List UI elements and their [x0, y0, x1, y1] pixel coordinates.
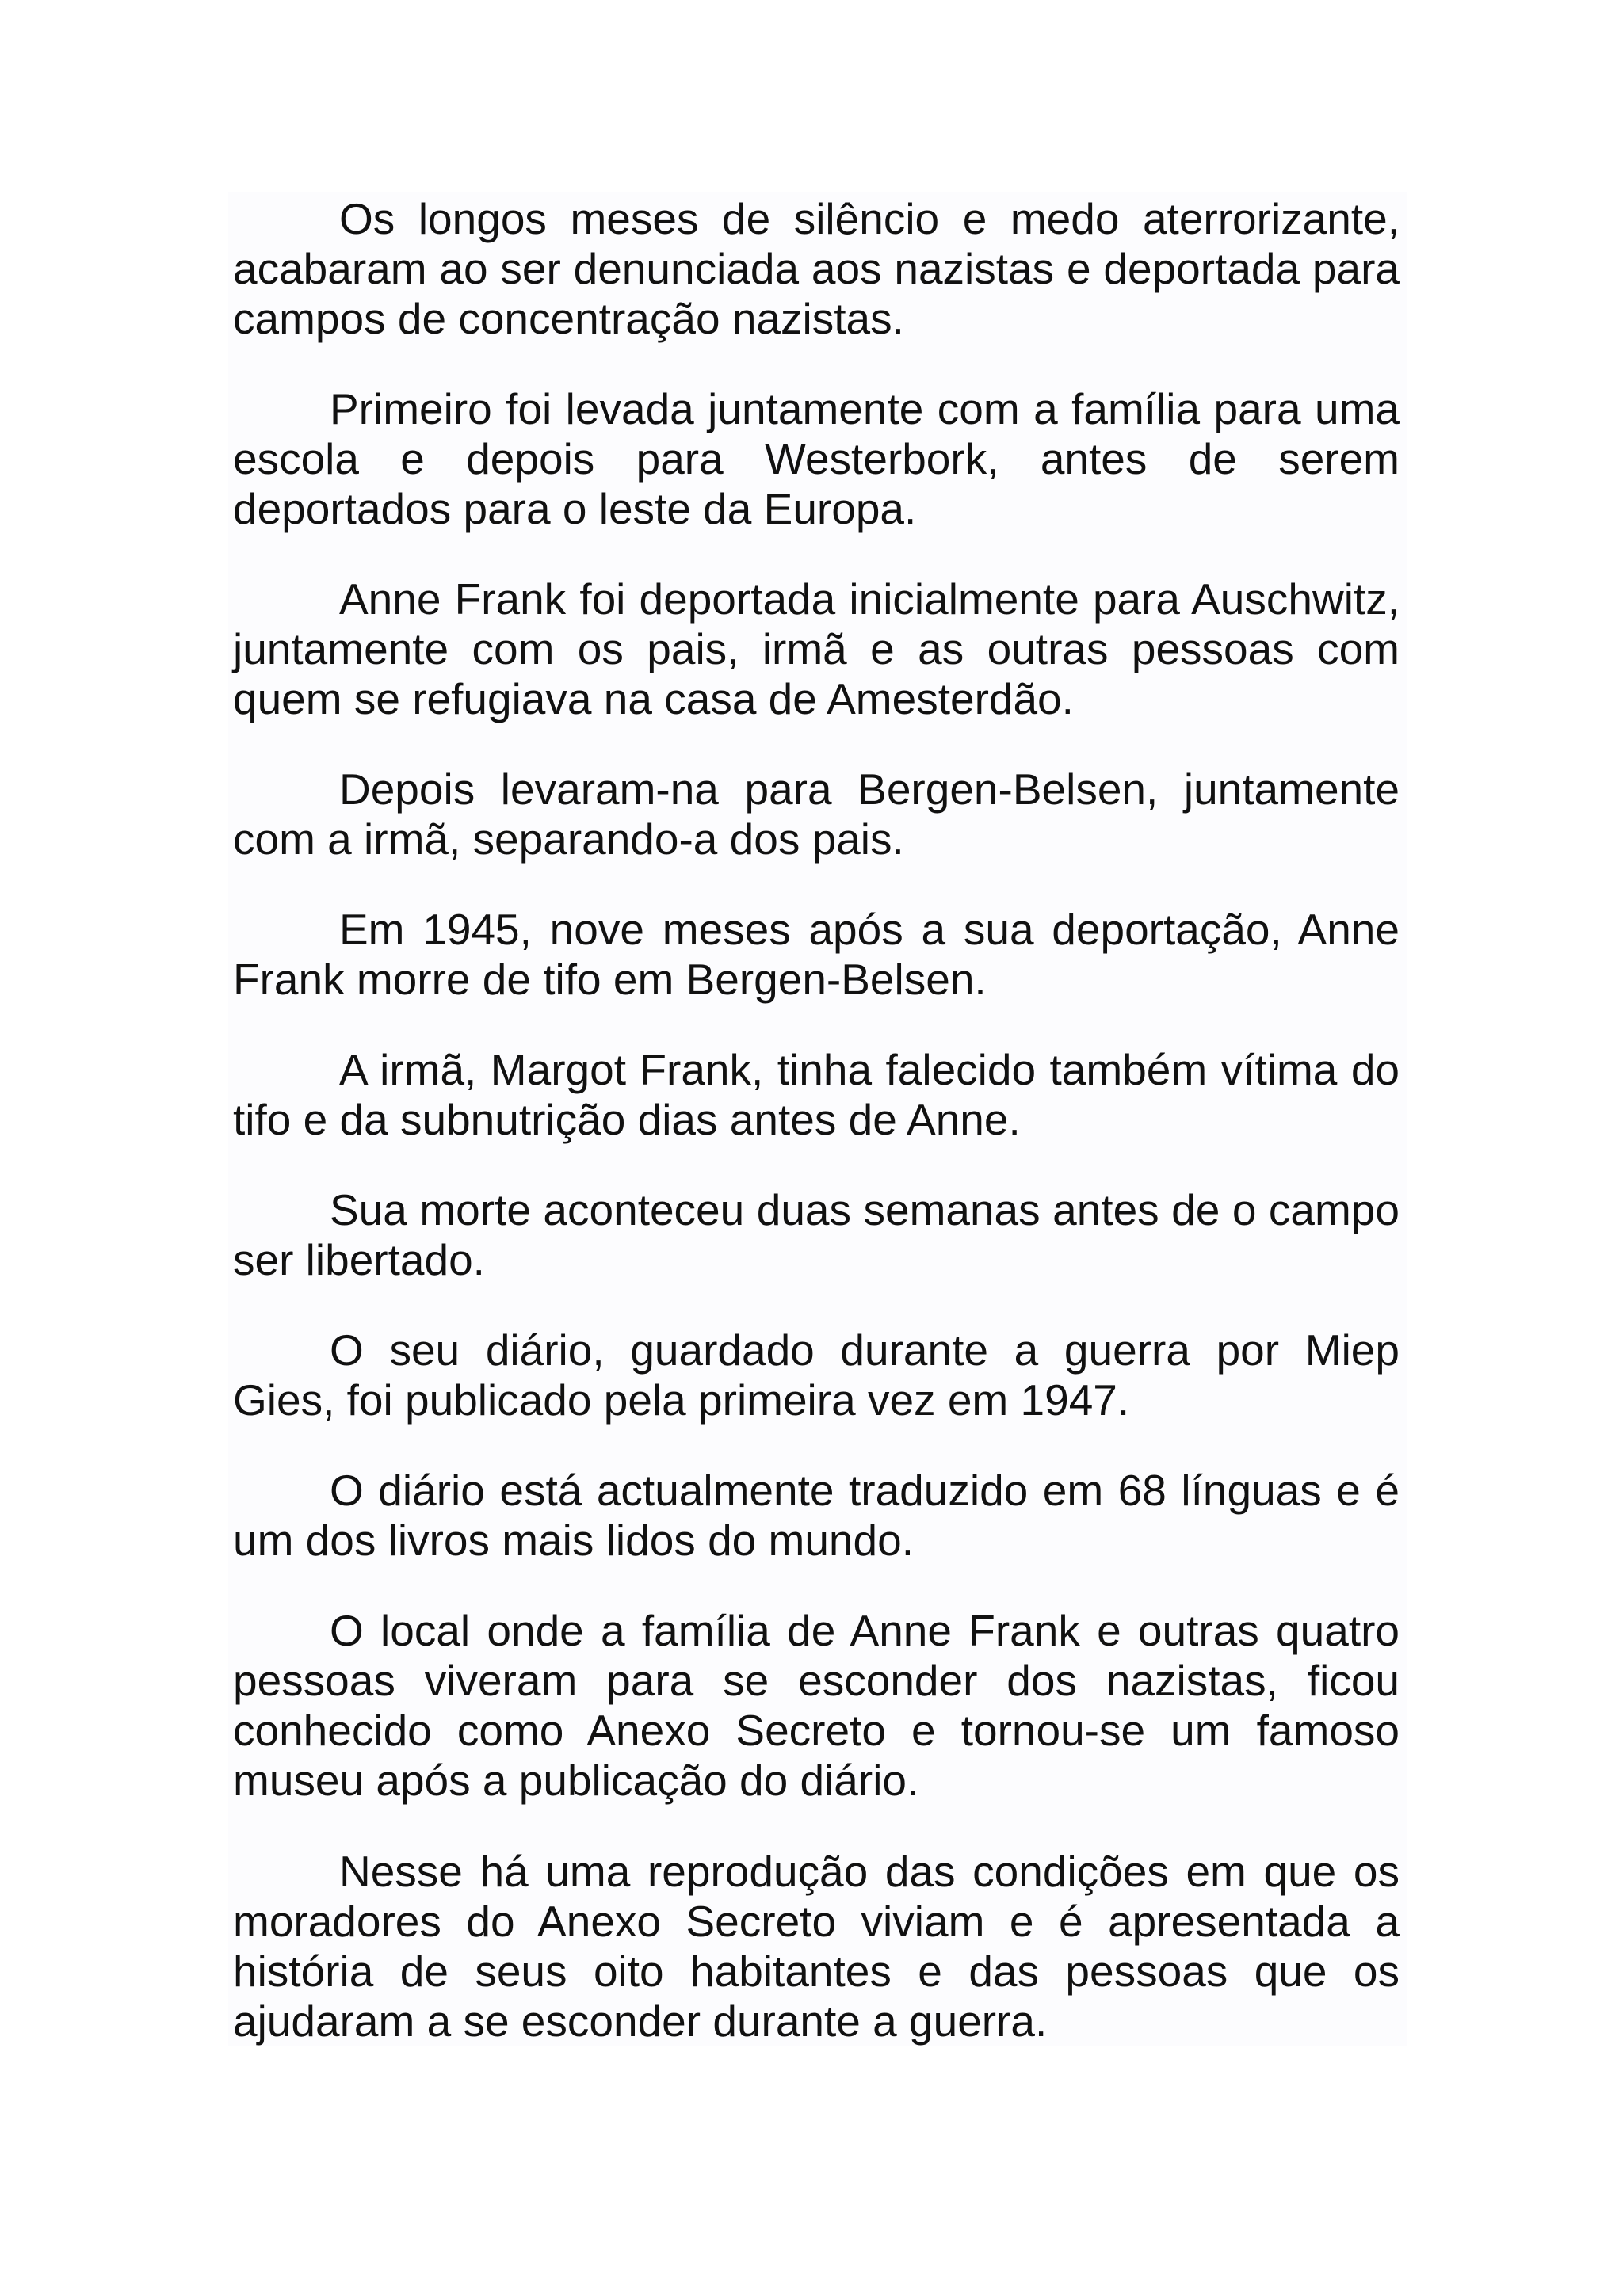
paragraph-6: A irmã, Margot Frank, tinha falecido também vítima do tifo e da subnutrição dias antes de Anne.	[233, 1045, 1400, 1144]
paragraph-1: Os longos meses de silêncio e medo aterrorizante, acabaram ao ser denunciada aos nazistas e deportada para campos de concentração nazistas.	[233, 194, 1400, 343]
paragraph-9: O diário está actualmente traduzido em 68 línguas e é um dos livros mais lidos do mundo.	[233, 1466, 1400, 1565]
paragraph-11: Nesse há uma reprodução das condições em que os moradores do Anexo Secreto viviam e é apresentada a história de seus oito habitantes e das pessoas que os ajudaram a se esconder durante a guerra.	[233, 1847, 1400, 2046]
paragraph-2: Primeiro foi levada juntamente com a família para uma escola e depois para Westerbork, antes de serem deportados para o leste da Europa.	[233, 384, 1400, 533]
paragraph-8: O seu diário, guardado durante a guerra por Miep Gies, foi publicado pela primeira vez em 1947.	[233, 1325, 1400, 1425]
text-block	[228, 192, 1407, 2046]
paragraph-5: Em 1945, nove meses após a sua deportação, Anne Frank morre de tifo em Bergen-Belsen.	[233, 905, 1400, 1004]
paragraph-4: Depois levaram-na para Bergen-Belsen, juntamente com a irmã, separando-a dos pais.	[233, 765, 1400, 864]
paragraph-3: Anne Frank foi deportada inicialmente para Auschwitz, juntamente com os pais, irmã e as outras pessoas com quem se refugiava na casa de Amesterdão.	[233, 574, 1400, 723]
paragraph-7: Sua morte aconteceu duas semanas antes de o campo ser libertado.	[233, 1185, 1400, 1284]
paragraph-10: O local onde a família de Anne Frank e outras quatro pessoas viveram para se esconder dos nazistas, ficou conhecido como Anexo Secreto e tornou-se um famoso museu após a publicação do diário.	[233, 1606, 1400, 1805]
